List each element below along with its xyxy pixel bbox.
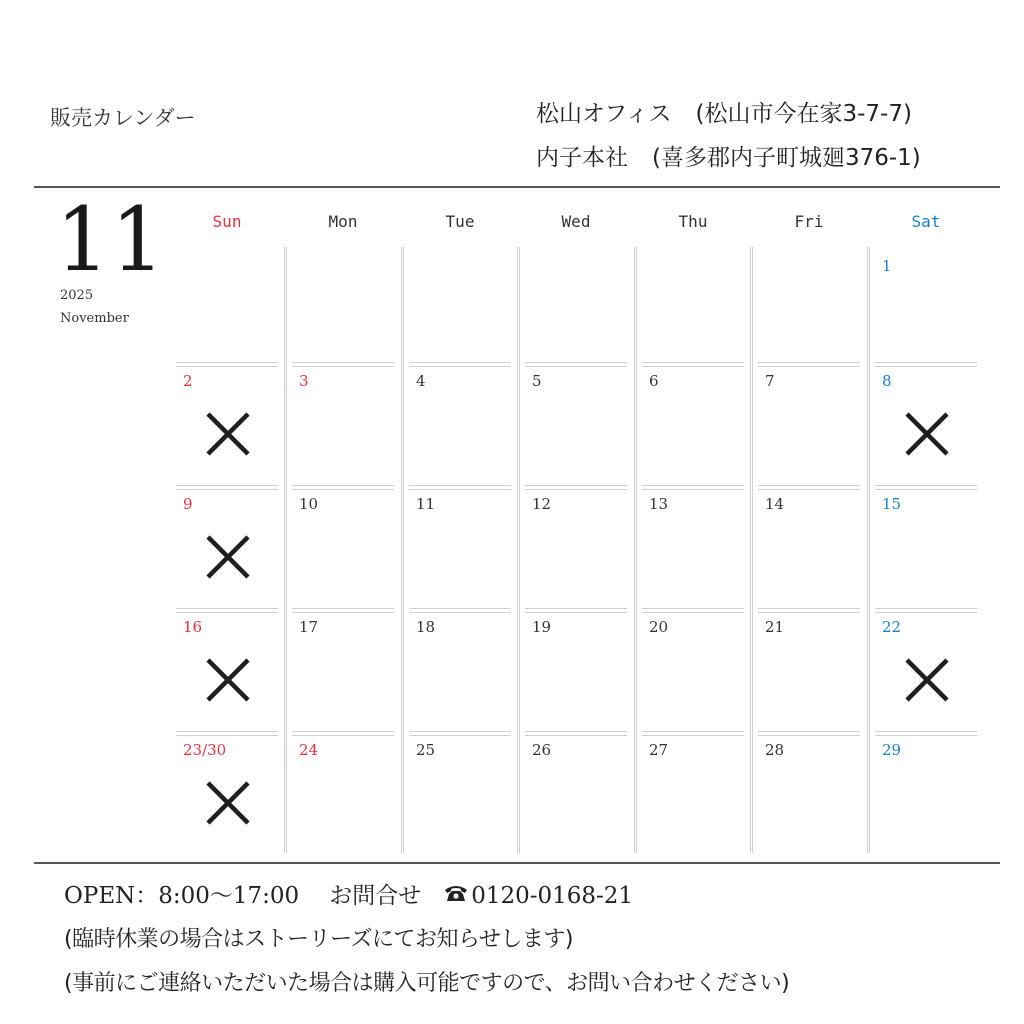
closed-day-x-icon — [205, 780, 251, 826]
office-name: 松山オフィス — [536, 101, 672, 127]
page-title: 販売カレンダー — [50, 106, 196, 130]
column-divider — [867, 247, 870, 853]
footer-contact-line — [64, 874, 1014, 918]
day-cell — [409, 247, 511, 361]
contact-label: お問合せ — [329, 883, 422, 909]
row-divider — [525, 731, 627, 736]
day-cell — [176, 485, 278, 599]
office-addresses — [536, 92, 1006, 180]
office-line-uchiko — [536, 136, 1006, 180]
day-number: 27 — [649, 741, 669, 759]
day-cell — [758, 485, 860, 599]
day-number: 28 — [765, 741, 785, 759]
row-divider — [292, 731, 394, 736]
day-number: 20 — [649, 618, 669, 636]
row-divider — [176, 362, 278, 367]
day-cell — [176, 362, 278, 476]
row-divider — [525, 608, 627, 613]
day-cell — [292, 731, 394, 845]
row-divider — [176, 608, 278, 613]
weekday-header-tue: Tue — [445, 212, 475, 231]
day-cell — [409, 731, 511, 845]
row-divider — [642, 608, 744, 613]
day-cell — [525, 362, 627, 476]
day-cell — [525, 731, 627, 845]
row-divider — [525, 485, 627, 490]
day-cell — [409, 485, 511, 599]
month-name: November — [60, 311, 129, 326]
day-cell — [642, 362, 744, 476]
day-cell — [642, 731, 744, 845]
day-cell — [176, 731, 278, 845]
row-divider — [409, 608, 511, 613]
day-number: 3 — [299, 372, 309, 390]
day-number: 18 — [416, 618, 436, 636]
row-divider — [758, 731, 860, 736]
day-number: 5 — [532, 372, 542, 390]
closed-day-x-icon — [904, 657, 950, 703]
day-number: 9 — [183, 495, 193, 513]
day-cell — [758, 608, 860, 722]
day-cell — [409, 362, 511, 476]
row-divider — [292, 485, 394, 490]
office-address: (喜多郡内子町城廻376-1) — [652, 145, 921, 171]
weekday-header-thu: Thu — [678, 212, 708, 231]
closed-day-x-icon — [904, 411, 950, 457]
row-divider — [525, 362, 627, 367]
day-number: 16 — [183, 618, 203, 636]
closed-day-x-icon — [205, 657, 251, 703]
day-number: 17 — [299, 618, 319, 636]
day-number: 24 — [299, 741, 319, 759]
day-cell — [875, 362, 977, 476]
office-name: 内子本社 — [536, 145, 628, 171]
row-divider — [758, 608, 860, 613]
office-address: (松山市今在家3-7-7) — [695, 101, 912, 127]
day-number: 19 — [532, 618, 552, 636]
day-number: 11 — [416, 495, 436, 513]
year-label: 2025 — [60, 288, 94, 303]
column-divider — [284, 247, 287, 853]
day-cell — [875, 608, 977, 722]
day-cell — [875, 731, 977, 845]
row-divider — [409, 731, 511, 736]
row-divider — [875, 731, 977, 736]
day-cell — [292, 485, 394, 599]
office-line-matsuyama — [536, 92, 1006, 136]
footer-info — [64, 874, 1014, 1006]
day-number: 14 — [765, 495, 785, 513]
day-cell — [176, 608, 278, 722]
day-number: 10 — [299, 495, 319, 513]
row-divider — [176, 731, 278, 736]
day-number: 13 — [649, 495, 669, 513]
row-divider — [176, 485, 278, 490]
day-cell — [525, 247, 627, 361]
day-cell — [642, 608, 744, 722]
day-cell — [642, 247, 744, 361]
telephone-icon — [443, 874, 469, 918]
day-number: 12 — [532, 495, 552, 513]
row-divider — [642, 362, 744, 367]
day-cell — [292, 247, 394, 361]
row-divider — [292, 608, 394, 613]
column-divider — [401, 247, 404, 853]
day-cell — [758, 362, 860, 476]
day-number: 4 — [416, 372, 426, 390]
column-divider — [517, 247, 520, 853]
day-number: 15 — [882, 495, 902, 513]
bottom-divider — [34, 862, 1000, 864]
row-divider — [875, 608, 977, 613]
row-divider — [642, 731, 744, 736]
day-number: 2 — [183, 372, 193, 390]
footer-note-advance-contact: (事前にご連絡いただいた場合は購入可能ですので、お問い合わせください) — [64, 971, 790, 996]
row-divider — [875, 362, 977, 367]
day-number: 21 — [765, 618, 785, 636]
day-number: 7 — [765, 372, 775, 390]
day-cell — [176, 247, 278, 361]
day-number: 29 — [882, 741, 902, 759]
day-number: 25 — [416, 741, 436, 759]
row-divider — [292, 362, 394, 367]
day-number: 1 — [882, 257, 892, 275]
weekday-header-mon: Mon — [328, 212, 358, 231]
day-cell — [642, 485, 744, 599]
day-number: 23/30 — [183, 741, 227, 759]
day-cell — [875, 247, 977, 361]
row-divider — [875, 485, 977, 490]
opening-hours: OPEN：8:00〜17:00 — [64, 883, 300, 909]
day-number: 26 — [532, 741, 552, 759]
day-cell — [758, 731, 860, 845]
closed-day-x-icon — [205, 411, 251, 457]
month-number: 11 — [56, 188, 167, 291]
row-divider — [642, 485, 744, 490]
day-number: 8 — [882, 372, 892, 390]
day-cell — [292, 608, 394, 722]
row-divider — [409, 485, 511, 490]
day-cell — [525, 485, 627, 599]
day-number: 22 — [882, 618, 902, 636]
row-divider — [409, 362, 511, 367]
row-divider — [758, 485, 860, 490]
day-cell — [875, 485, 977, 599]
row-divider — [758, 362, 860, 367]
phone-number: 0120-0168-21 — [471, 883, 634, 909]
column-divider — [634, 247, 637, 853]
weekday-header-wed: Wed — [561, 212, 591, 231]
column-divider — [750, 247, 753, 853]
closed-day-x-icon — [205, 534, 251, 580]
top-divider — [34, 186, 1000, 188]
weekday-header-fri: Fri — [794, 212, 824, 231]
day-cell — [292, 362, 394, 476]
day-cell — [758, 247, 860, 361]
day-cell — [525, 608, 627, 722]
footer-note-temporary-closure: (臨時休業の場合はストーリーズにてお知らせします) — [64, 927, 573, 952]
weekday-header-sun: Sun — [212, 212, 242, 231]
weekday-header-sat: Sat — [911, 212, 941, 231]
day-cell — [409, 608, 511, 722]
day-number: 6 — [649, 372, 659, 390]
